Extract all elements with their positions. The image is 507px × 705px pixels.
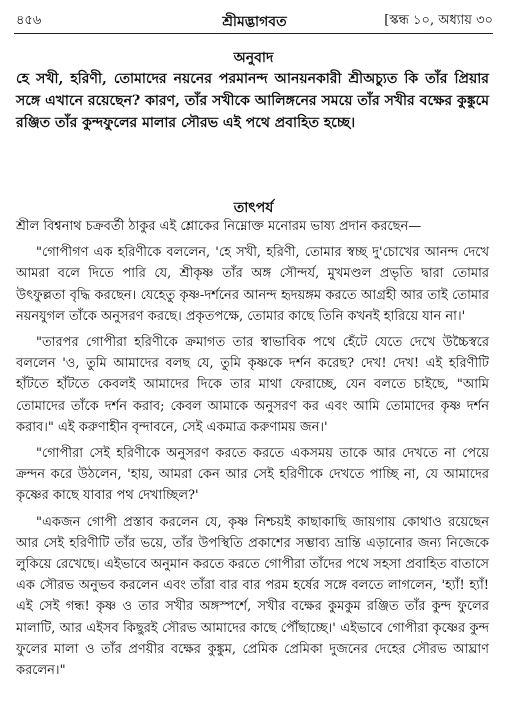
purport-paragraph: "গোপীরা সেই হরিণীকে অনুসরণ করতে করতে একসময় তাকে আর দেখতে না পেয়ে ক্রন্দন করে উঠলেন, 'হায়, আমরা কেন আর সেই হরিণীকে দেখতে পাচ্ছি না, যে আমাদের কৃষ্ণের কাছে যাবার পথ দেখাচ্ছিল?' (16, 446, 489, 504)
page-number: ৪৫৬ (16, 13, 42, 28)
purport-paragraph: শ্রীল বিশ্বনাথ চক্রবর্তী ঠাকুর এই শ্লোকের নিম্নোক্ত মনোরম ভাষ্য প্রদান করছেন— (16, 219, 422, 234)
header-rule (14, 33, 493, 34)
page-header (16, 8, 493, 30)
translation-heading: অনুবাদ (233, 50, 274, 66)
purport-paragraph: "গোপীগণ এক হরিণীকে বললেন, 'হে সখী, হরিণী, তোমার স্বচ্ছ দু'চোখের আনন্দ দেখে আমরা বলে দিতে পারি যে, শ্রীকৃষ্ণ তাঁর অঙ্গ সৌন্দর্য, মুখমণ্ডল প্রভৃতি দ্বারা তোমার উৎফুল্লতা বৃদ্ধি করছেন। যেহেতু কৃষ্ণ-দর্শনের আনন্দ হৃদয়ঙ্গম করতে আগ্রহী আর তাই তোমার নয়নযুগল তাঁকে অনুসরণ করছে। প্রকৃতপক্ষে, তোমার কাছে তিনি কখনই হারিয়ে যান না।' (16, 245, 489, 324)
purport-heading: তাৎপর্য (233, 200, 274, 216)
purport-paragraph: "তারপর গোপীরা হরিণীকে ক্রমাগত তার স্বাভাবিক পথে হেঁটে যেতে দেখে উচ্চৈস্বরে বললেন 'ও, তুমি আমাদের বলছ যে, তুমি কৃষ্ণকে দর্শন করেছ? দেখ! দেখ! এই হরিণীটি হাঁটতে হাঁটতে কেবলই আমাদের দিকে তার মাথা ফেরাচ্ছে, যেন বলতে চাইছে, "আমি তোমাদের তাঁকে দর্শন করাব; কেবল আমাকে অনুসরণ কর এবং আমি তোমাদের কৃষ্ণ দর্শন করাব।" এই করুণাহীন বৃন্দাবনে, সেই একমাত্র করুণাময় জন।' (16, 335, 489, 435)
book-title: শ্রীমদ্ভাগবত (222, 14, 287, 30)
purport-body (16, 216, 489, 686)
translation-text: হে সখী, হরিণী, তোমাদের নয়নের পরমানন্দ আনয়নকারী শ্রীঅচ্যুত কি তাঁর প্রিয়ার সঙ্গে এখানে রয়েছেন? কারণ, তাঁর সখীকে আলিঙ্গনের সময়ে তাঁর সখীর বক্ষের কুঙ্কুমে রঞ্জিত তাঁর কুন্দফুলের মালার সৌরভ এই পথে প্রবাহিত হচ্ছে। (16, 71, 489, 131)
section-reference: [স্কন্ধ ১০, অধ্যায় ৩০ (384, 13, 493, 28)
purport-paragraph: "একজন গোপী প্রস্তাব করলেন যে, কৃষ্ণ নিশ্চয়ই কাছাকাছি জায়গায় কোথাও রয়েছেন আর সেই হরিণীটি তাঁর ভয়ে, তাঁর উপস্থিতি প্রকাশের সম্ভাব্য ভ্রান্তি এড়ানোর জন্য নিজেকে লুকিয়ে রেখেছে। এইভাবে অনুমান করতে করতে গোপীরা তাঁদের পথে সহসা প্রবাহিত বাতাসে এক সৌরভ অনুভব করলেন এবং তাঁরা বার বার পরম হর্ষের সঙ্গে বলতে লাগলেন, 'হ্যাঁ! হ্যাঁ! এই সেই গন্ধ! কৃষ্ণ ও তার সখীর অঙ্গস্পর্শে, সখীর বক্ষের কুমকুম রঞ্জিত তাঁর কুন্দ ফুলের মালাটি, আর এইসব কিছুরই সৌরভ আমাদের কাছে পৌঁছাচ্ছে।' এইভাবে গোপীরা কৃষ্ণের কুন্দ ফুলের মালা ও তাঁর প্রণয়ীর বক্ষের কুঙ্কুম, প্রেমিক প্রেমিকা দুজনের দেহের সৌরভ আঘ্রাণ করলেন।" (16, 514, 489, 679)
